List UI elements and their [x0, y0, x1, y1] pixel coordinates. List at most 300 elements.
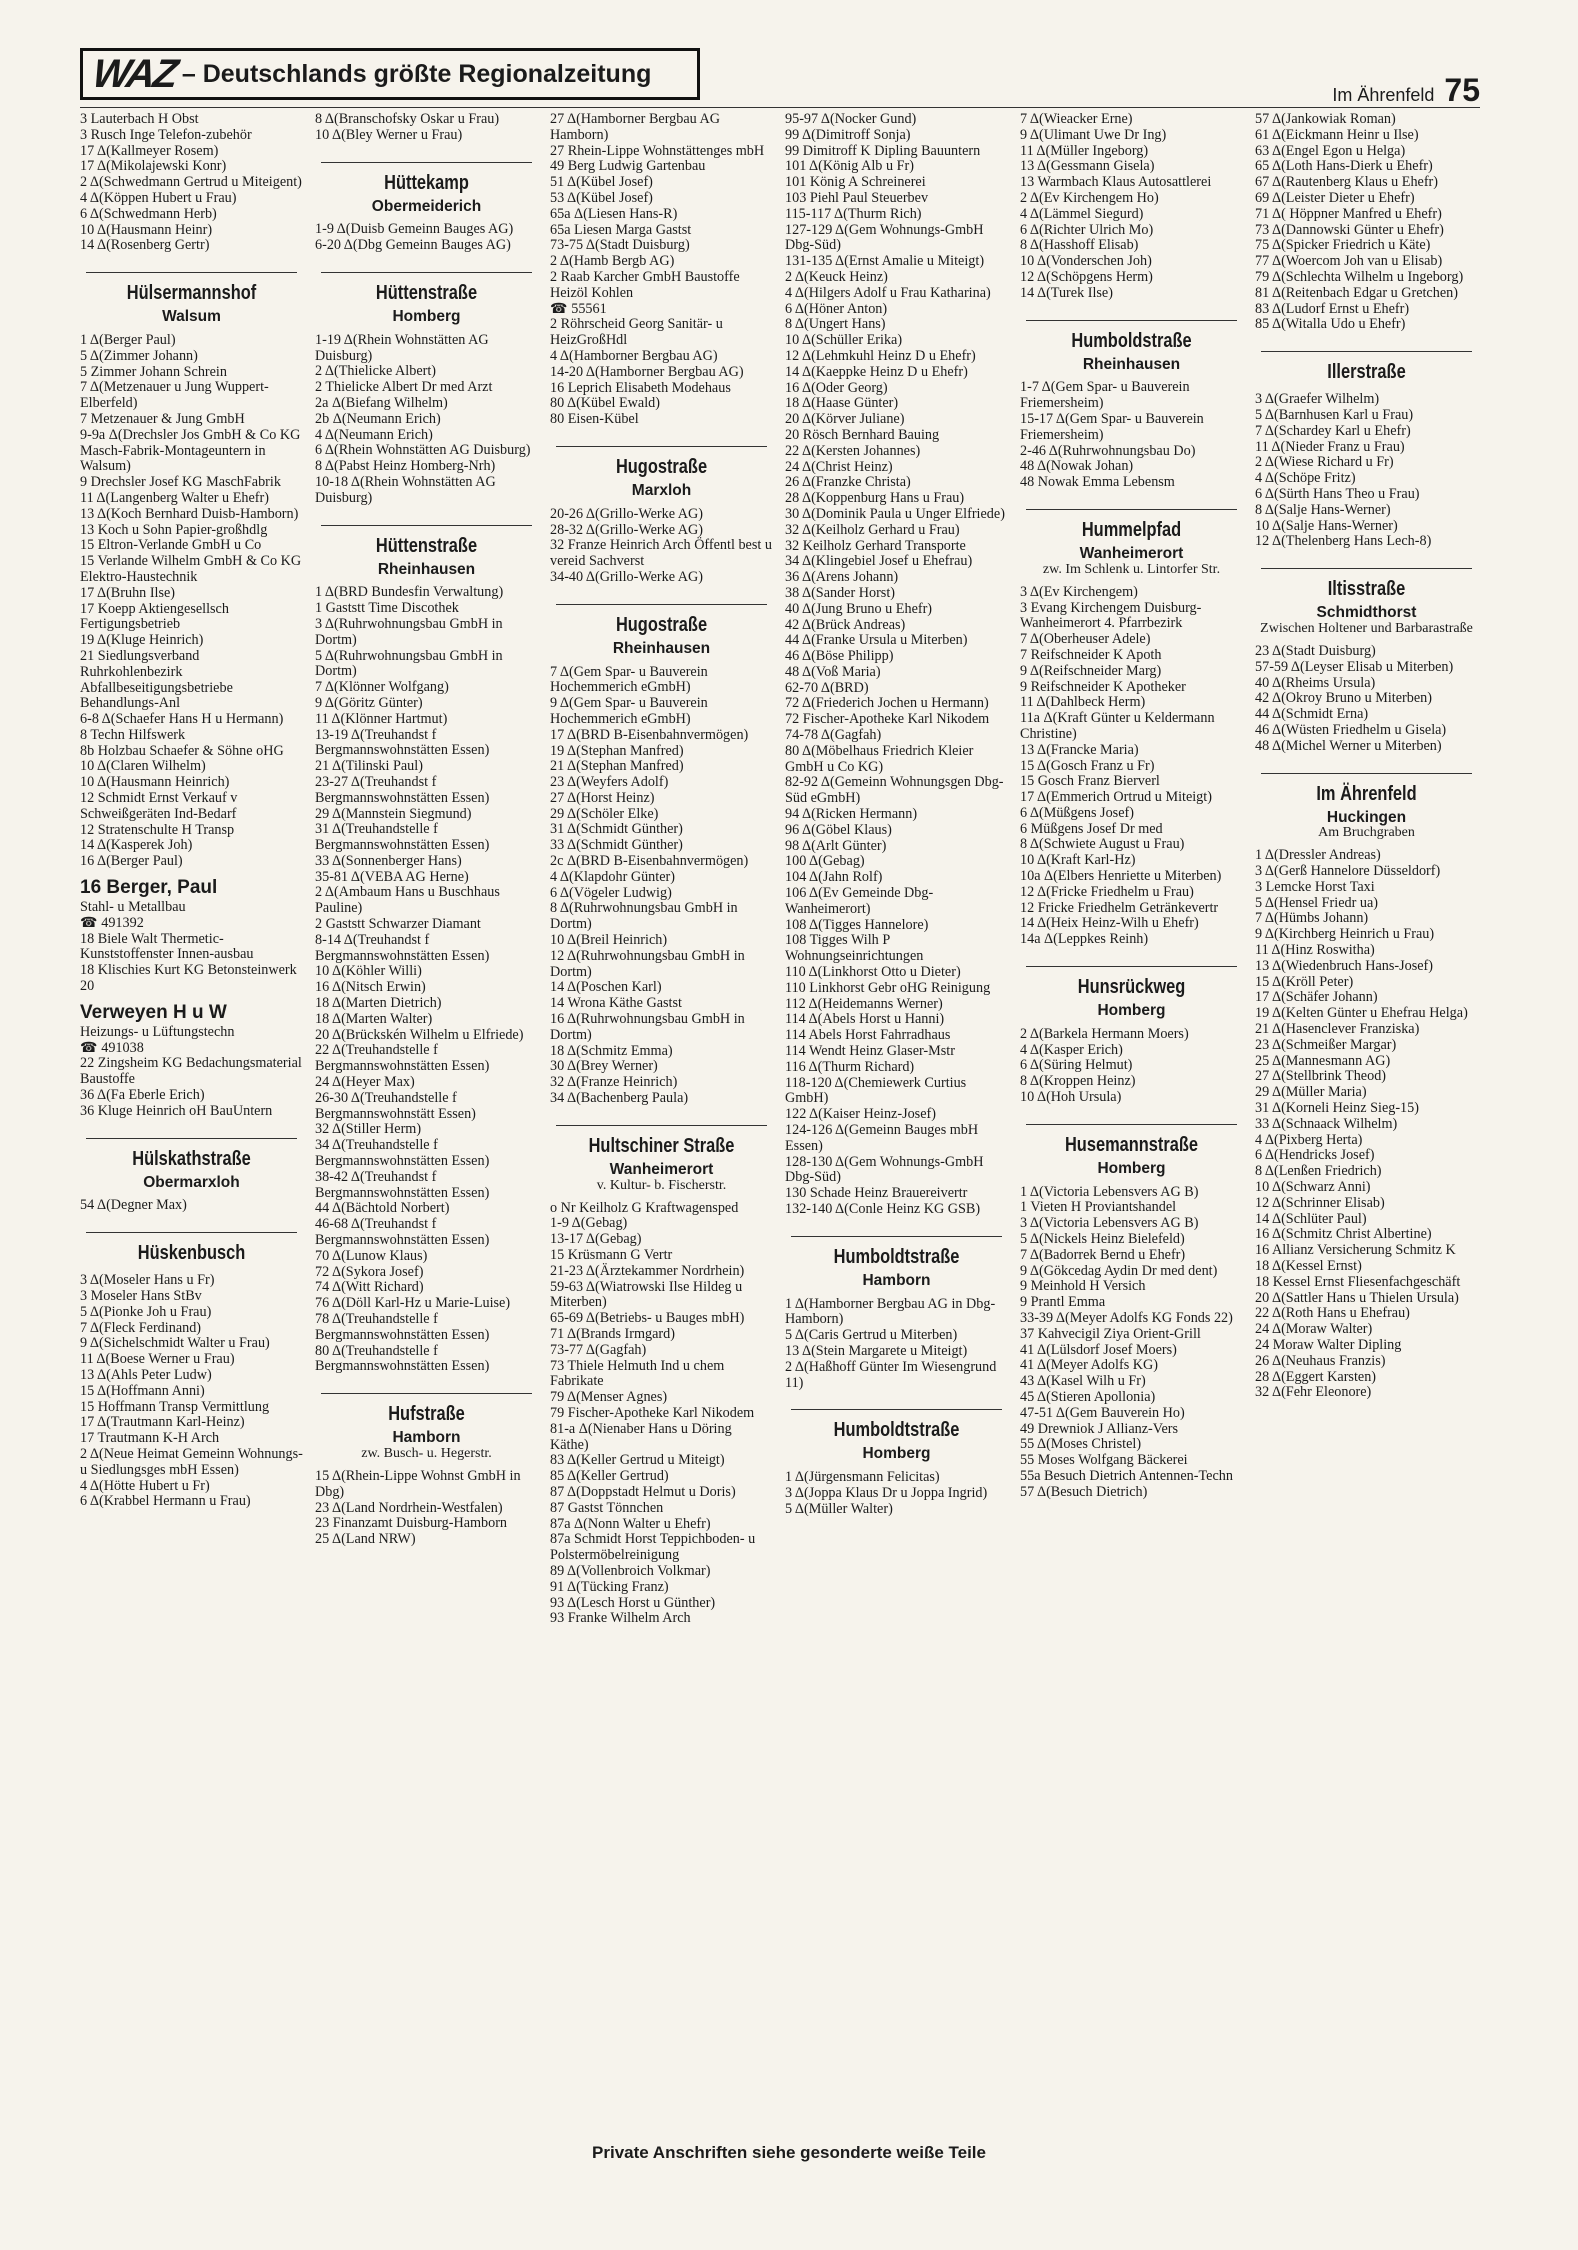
address-entry: 9 Δ(Gem Spar- u Bauverein Hochemmerich eGmbH) — [550, 695, 708, 727]
address-entry: 3 Δ(Graefer Wilhelm) — [1255, 391, 1380, 408]
address-entry: 20 Δ(Sattler Hans u Thielen Ursula) — [1255, 1289, 1459, 1306]
address-entry: 5 Δ(Pionke Joh u Frau) — [80, 1303, 212, 1320]
district-name: Huckingen — [1326, 808, 1407, 826]
address-entry: 6 Δ(Hendricks Josef) — [1255, 1147, 1375, 1164]
address-entry: 6 Δ(Höner Anton) — [785, 300, 888, 317]
address-entry: 36 Kluge Heinrich oH BauUntern — [80, 1102, 273, 1119]
address-entry: 26 Δ(Franzke Christa) — [785, 474, 911, 491]
street-section-header — [1255, 351, 1478, 384]
address-entry: 3 Rusch Inge Telefon-zubehör — [80, 126, 252, 143]
address-entry: 27 Δ(Stellbrink Theod) — [1255, 1068, 1387, 1085]
address-entry: 118-120 Δ(Chemiewerk Curtius GmbH) — [785, 1074, 967, 1107]
address-entry: 29 Δ(Mannstein Siegmund) — [315, 805, 472, 822]
address-entry: 19 Δ(Kluge Heinrich) — [80, 632, 204, 649]
address-entry: 10 Δ(Claren Wilhelm) — [80, 758, 206, 775]
address-entry: 29 Δ(Schöler Elke) — [550, 805, 659, 822]
address-entry: Heizungs- u Lüftungstechn — [80, 1023, 235, 1040]
address-entry: 46 Δ(Böse Philipp) — [785, 648, 894, 665]
address-entry: 7 Δ(Hümbs Johann) — [1255, 910, 1369, 927]
address-entry: 9 Prantl Emma — [1020, 1294, 1106, 1311]
district-name: Obermarxloh — [143, 1173, 240, 1191]
address-entry: 36 Δ(Arens Johann) — [785, 569, 899, 586]
address-entry: 7 Δ(Metzenauer u Jung Wuppert-Elberfeld) — [80, 379, 269, 412]
address-entry: 9 Reifschneider K Apotheker — [1020, 678, 1186, 695]
street-section-header — [785, 1236, 1008, 1289]
address-entry: 25 Δ(Land NRW) — [315, 1531, 416, 1548]
address-entry: 79 Fischer-Apotheke Karl Nikodem — [550, 1404, 755, 1421]
address-entry: 2 Gaststt Schwarzer Diamant — [315, 916, 481, 933]
address-entry: 4 Δ(Lämmel Siegurd) — [1020, 205, 1144, 222]
street-section-header — [80, 272, 303, 325]
address-entry: 73-75 Δ(Stadt Duisburg) — [550, 237, 690, 254]
address-entry: 11 Δ(Hinz Roswitha) — [1255, 942, 1375, 959]
address-entry: 65a Liesen Marga Gastst — [550, 221, 692, 238]
address-entry: 2 Δ(Barkela Hermann Moers) — [1020, 1025, 1189, 1042]
address-entry: 2 Röhrscheid Georg Sanitär- u HeizGroßHdl — [550, 316, 723, 349]
section-rule — [556, 604, 767, 605]
district-name: Marxloh — [631, 481, 692, 499]
street-name: Hugostraße — [615, 613, 708, 636]
address-entry: 22 Δ(Treuhandstelle f Bergmannswohnstätten Essen) — [315, 1042, 490, 1075]
address-entry: 9 Δ(Sichelschmidt Walter u Frau) — [80, 1335, 270, 1352]
address-entry: 10 Δ(Schwarz Anni) — [1255, 1179, 1371, 1196]
address-entry: 3 Moseler Hans StBv — [80, 1288, 202, 1305]
address-entry: 34 Δ(Klingebiel Josef u Ehefrau) — [785, 553, 973, 570]
address-entry: 1 Δ(Hamborner Bergbau AG in Dbg-Hamborn) — [785, 1295, 996, 1328]
address-entry: 8 Δ(Kroppen Heinz) — [1020, 1073, 1136, 1090]
directory-column — [76, 112, 311, 1627]
address-entry: 93 Franke Wilhelm Arch — [550, 1610, 691, 1627]
address-entry: 127-129 Δ(Gem Wohnungs-GmbH Dbg-Süd) — [785, 221, 984, 254]
address-entry: 69 Δ(Leister Dieter u Ehefr) — [1255, 189, 1415, 206]
address-entry: 3 Δ(Ev Kirchengem) — [1020, 583, 1138, 600]
address-entry: 80 Δ(Möbelhaus Friedrich Kleier GmbH u Co KG) — [785, 742, 974, 775]
district-name: Hamborn — [392, 1429, 461, 1447]
address-entry: 16 Δ(Schmitz Christ Albertine) — [1255, 1226, 1432, 1243]
address-entry: 40 Δ(Jung Bruno u Ehefr) — [785, 600, 933, 617]
address-entry: 5 Zimmer Johann Schrein — [80, 363, 227, 380]
section-rule — [791, 1409, 1002, 1410]
address-entry: 4 Δ(Hötte Hubert u Fr) — [80, 1477, 210, 1494]
street-name: Hultschiner Straße — [588, 1134, 735, 1157]
address-entry: 57 Δ(Jankowiak Roman) — [1255, 111, 1396, 127]
address-entry: 10 Δ(Köhler Willi) — [315, 963, 422, 980]
address-entry: 12 Δ(Ruhrwohnungsbau GmbH in Dortm) — [550, 947, 745, 980]
address-entry: 15 Δ(Gosch Franz u Fr) — [1020, 757, 1155, 774]
address-entry: 73-77 Δ(Gagfah) — [550, 1341, 647, 1358]
address-entry: 8 Δ(Hasshoff Elisab) — [1020, 237, 1139, 254]
address-entry: ☎ 491392 — [80, 914, 144, 931]
address-entry: 33 Δ(Schnaack Wilhelm) — [1255, 1115, 1398, 1132]
address-entry: 114 Abels Horst Fahrradhaus — [785, 1027, 951, 1044]
address-entry: 34 Δ(Bachenberg Paula) — [550, 1090, 689, 1107]
address-entry: 83 Δ(Keller Gertrud u Miteigt) — [550, 1452, 725, 1469]
address-entry: 104 Δ(Jahn Rolf) — [785, 869, 883, 886]
business-listing: Verweyen H u W — [80, 1001, 227, 1023]
address-entry: 1-7 Δ(Gem Spar- u Bauverein Friemersheim) — [1020, 379, 1190, 412]
address-entry: 13 Δ(Gessmann Gisela) — [1020, 158, 1155, 175]
address-entry: 81 Δ(Reitenbach Edgar u Gretchen) — [1255, 284, 1458, 301]
address-entry: 2b Δ(Neumann Erich) — [315, 410, 441, 427]
address-entry: Stahl- u Metallbau — [80, 899, 186, 916]
address-entry: 41 Δ(Meyer Adolfs KG) — [1020, 1357, 1158, 1374]
address-entry: 3 Lemcke Horst Taxi — [1255, 878, 1375, 895]
address-entry: 2 Δ(Keuck Heinz) — [785, 268, 888, 285]
address-entry: 80 Eisen-Kübel — [550, 411, 639, 428]
address-entry: 22 Δ(Roth Hans u Ehefrau) — [1255, 1305, 1410, 1322]
address-entry: 22 Δ(Kersten Johannes) — [785, 442, 921, 459]
street-name: Hüskenbusch — [137, 1242, 246, 1265]
directory-column — [1016, 112, 1251, 1627]
address-entry: 20 Rösch Bernhard Bauing — [785, 426, 940, 443]
address-entry: 51 Δ(Kübel Josef) — [550, 174, 653, 191]
address-entry: 65 Δ(Loth Hans-Dierk u Ehefr) — [1255, 158, 1433, 175]
address-entry: 4 Δ(Klapdohr Günter) — [550, 868, 675, 885]
address-entry: 15 Hoffmann Transp Vermittlung — [80, 1398, 270, 1415]
address-entry: 13 Δ(Koch Bernhard Duisb-Hamborn) — [80, 505, 299, 522]
address-entry: 17 Δ(BRD B-Eisenbahnvermögen) — [550, 726, 749, 743]
masthead — [80, 48, 700, 100]
address-entry: 6 Δ(Schwedmann Herb) — [80, 205, 217, 222]
address-entry: 34 Δ(Treuhandstelle f Bergmannswohnstätten Essen) — [315, 1137, 490, 1170]
address-entry: 10 Δ(Bley Werner u Frau) — [315, 126, 463, 143]
address-entry: 89 Δ(Vollenbroich Volkmar) — [550, 1562, 711, 1579]
district-name: Walsum — [162, 308, 221, 326]
address-entry: 3 Δ(Victoria Lebensvers AG B) — [1020, 1215, 1199, 1232]
address-entry: 14 Δ(Schlüter Paul) — [1255, 1210, 1367, 1227]
address-entry: 6 Δ(Vögeler Ludwig) — [550, 884, 672, 901]
street-section-header — [1255, 568, 1478, 636]
street-name: Hüttenstraße — [375, 281, 478, 304]
street-section-header — [550, 604, 773, 657]
address-entry: 1 Δ(Victoria Lebensvers AG B) — [1020, 1183, 1199, 1200]
address-entry: 1-9 Δ(Duisb Gemeinn Bauges AG) — [315, 221, 514, 238]
address-entry: 110 Δ(Linkhorst Otto u Dieter) — [785, 964, 961, 981]
address-entry: 108 Tigges Wilh P Wohnungseinrichtungen — [785, 932, 924, 965]
address-entry: 48 Δ(Voß Maria) — [785, 663, 881, 680]
address-entry: 87a Δ(Nonn Walter u Ehefr) — [550, 1515, 711, 1532]
page-header — [1332, 72, 1480, 109]
street-name: Hüttenstraße — [375, 534, 478, 557]
address-entry: 115-117 Δ(Thurm Rich) — [785, 205, 922, 222]
address-entry: 10 Δ(Kraft Karl-Hz) — [1020, 852, 1136, 869]
street-name: Hülskathstraße — [132, 1147, 251, 1170]
district-name: Rheinhausen — [612, 639, 711, 657]
address-entry: 14 Δ(Rosenberg Gertr) — [80, 237, 210, 254]
address-entry: 95-97 Δ(Nocker Gund) — [785, 111, 917, 127]
address-entry: 31 Δ(Korneli Heinz Sieg-15) — [1255, 1100, 1419, 1117]
section-rule — [556, 1125, 767, 1126]
address-entry: 23 Δ(Land Nordrhein-Westfalen) — [315, 1499, 503, 1516]
address-entry: 27 Rhein-Lippe Wohnstättenges mbH — [550, 142, 765, 159]
district-name: Rheinhausen — [377, 560, 476, 578]
address-entry: 11 Δ(Boese Werner u Frau) — [80, 1351, 235, 1368]
section-rule — [1026, 1124, 1237, 1125]
address-entry: 21 Δ(Stephan Manfred) — [550, 758, 684, 775]
address-entry: 4 Δ(Kasper Erich) — [1020, 1041, 1123, 1058]
street-name: Hunsrückweg — [1077, 976, 1186, 999]
address-entry: 18 Δ(Schmitz Emma) — [550, 1042, 673, 1059]
street-section-header — [550, 1125, 773, 1193]
address-entry: 4 Δ(Schöpe Fritz) — [1255, 470, 1356, 487]
address-entry: 24 Δ(Moraw Walter) — [1255, 1321, 1373, 1338]
district-name: Obermeiderich — [371, 197, 482, 215]
address-entry: 17 Koepp Aktiengesellsch Fertigungsbetrieb — [80, 600, 229, 633]
street-section-header — [80, 1232, 303, 1265]
address-entry: 72 Δ(Friederich Jochen u Hermann) — [785, 695, 989, 712]
address-entry: 15 Δ(Kröll Peter) — [1255, 973, 1354, 990]
street-extent: zw. Busch- u. Hegerstr. — [361, 1445, 492, 1461]
footer-note: Private Anschriften siehe gesonderte weiße Teile — [592, 2143, 986, 2162]
address-entry: 38 Δ(Sander Horst) — [785, 584, 895, 601]
address-entry: 6 Δ(Süring Helmut) — [1020, 1057, 1133, 1074]
address-entry: 7 Δ(Klönner Wolfgang) — [315, 679, 449, 696]
address-entry: 9 Drechsler Josef KG MaschFabrik — [80, 474, 281, 491]
address-entry: 21 Siedlungsverband Ruhrkohlenbezirk Abfallbeseitigungsbetriebe Behandlungs-Anl — [80, 647, 233, 712]
address-entry: 59-63 Δ(Wiatrowski Ilse Hildeg u Miterben) — [550, 1278, 743, 1311]
address-entry: 14-20 Δ(Hamborner Bergbau AG) — [550, 363, 744, 380]
address-entry: 45 Δ(Stieren Apollonia) — [1020, 1389, 1156, 1405]
address-entry: 30 Δ(Brey Werner) — [550, 1058, 658, 1075]
address-entry: 82-92 Δ(Gemeinn Wohnungsgen Dbg-Süd eGmbH) — [785, 774, 1004, 807]
address-entry: 55 Δ(Moses Christel) — [1020, 1436, 1142, 1453]
street-name: Illerstraße — [1327, 361, 1406, 384]
section-rule — [791, 1236, 1002, 1237]
address-entry: 23 Δ(Schmeißer Margar) — [1255, 1036, 1397, 1053]
address-entry: 99 Dimitroff K Dipling Bauuntern — [785, 142, 981, 159]
street-section-header — [785, 1409, 1008, 1462]
address-entry: 1 Δ(Berger Paul) — [80, 331, 176, 348]
address-entry: 44 Δ(Bächtold Norbert) — [315, 1200, 450, 1217]
directory-column — [311, 112, 546, 1627]
address-entry: 131-135 Δ(Ernst Amalie u Miteigt) — [785, 253, 985, 270]
address-entry: 12 Fricke Friedhelm Getränkevertr — [1020, 899, 1219, 916]
address-entry: 43 Δ(Kasel Wilh u Fr) — [1020, 1373, 1146, 1390]
address-entry: 12 Stratenschulte H Transp — [80, 821, 235, 838]
address-entry: 114 Δ(Abels Horst u Hanni) — [785, 1011, 945, 1028]
street-extent: v. Kultur- b. Fischerstr. — [596, 1177, 727, 1193]
address-entry: 18 Klischies Kurt KG Betonsteinwerk — [80, 962, 297, 979]
address-entry: 8-14 Δ(Treuhandst f Bergmannswohnstätten Essen) — [315, 931, 490, 964]
street-extent: zw. Im Schlenk u. Lintorfer Str. — [1042, 561, 1221, 577]
address-entry: ☎ 491038 — [80, 1039, 144, 1056]
address-entry: 32 Franze Heinrich Arch Öffentl best u vereid Sachverst — [550, 537, 772, 570]
address-entry: 2a Δ(Biefang Wilhelm) — [315, 394, 448, 411]
section-rule — [1261, 568, 1472, 569]
running-head-street: Im Ährenfeld — [1332, 85, 1435, 105]
address-entry: 31 Δ(Treuhandstelle f Bergmannswohnstätten Essen) — [315, 821, 490, 854]
address-entry: 17 Δ(Schäfer Johann) — [1255, 989, 1378, 1006]
address-entry: 11 Δ(Müller Ingeborg) — [1020, 142, 1149, 159]
address-entry: 14 Δ(Poschen Karl) — [550, 979, 662, 996]
section-rule — [1261, 773, 1472, 774]
address-entry: 53 Δ(Kübel Josef) — [550, 189, 653, 206]
address-entry: 94 Δ(Ricken Hermann) — [785, 806, 918, 823]
address-entry: 19 Δ(Kelten Günter u Ehefrau Helga) — [1255, 1005, 1468, 1022]
address-entry: 15 Δ(Hoffmann Anni) — [80, 1382, 205, 1399]
address-entry: 38-42 Δ(Treuhandst f Bergmannswohnstätten Essen) — [315, 1168, 490, 1201]
address-entry: 112 Δ(Heidemanns Werner) — [785, 995, 943, 1012]
address-entry: 85 Δ(Keller Gertrud) — [550, 1468, 669, 1485]
address-entry: o Nr Keilholz G Kraftwagensped — [550, 1199, 739, 1216]
section-rule — [86, 272, 297, 273]
address-entry: 23-27 Δ(Treuhandst f Bergmannswohnstätten Essen) — [315, 773, 490, 806]
address-entry: 4 Δ(Hamborner Bergbau AG) — [550, 347, 718, 364]
address-entry: 2 Δ(Ambaum Hans u Buschhaus Pauline) — [315, 884, 500, 917]
address-entry: 44 Δ(Schmidt Erna) — [1255, 706, 1369, 723]
address-entry: 14 Δ(Turek Ilse) — [1020, 284, 1113, 301]
address-entry: 18 Δ(Haase Günter) — [785, 395, 899, 412]
address-entry: 6 Müßgens Josef Dr med — [1020, 820, 1163, 837]
address-entry: 71 Δ( Höppner Manfred u Ehefr) — [1255, 205, 1442, 222]
address-entry: 1-19 Δ(Rhein Wohnstätten AG Duisburg) — [315, 331, 489, 364]
address-entry: 12 Δ(Thelenberg Hans Lech-8) — [1255, 533, 1432, 550]
address-entry: 20 — [80, 978, 95, 995]
address-entry: 17 Δ(Mikolajewski Konr) — [80, 158, 227, 175]
address-entry: 15 Krüsmann G Vertr — [550, 1247, 673, 1264]
address-entry: 12 Δ(Fricke Friedhelm u Frau) — [1020, 883, 1194, 900]
section-rule — [556, 446, 767, 447]
address-entry: 74 Δ(Witt Richard) — [315, 1279, 424, 1296]
street-section-header — [1020, 1124, 1243, 1177]
address-entry: 42 Δ(Brück Andreas) — [785, 616, 906, 633]
address-entry: 21-23 Δ(Ärztekammer Nordrhein) — [550, 1262, 745, 1279]
address-entry: 6-8 Δ(Schaefer Hans H u Hermann) — [80, 711, 284, 728]
address-entry: 14 Δ(Heix Heinz-Wilh u Ehefr) — [1020, 915, 1199, 932]
street-name: Hufstraße — [388, 1403, 465, 1426]
street-section-header — [315, 525, 538, 578]
address-entry: 61 Δ(Eickmann Heinr u Ilse) — [1255, 126, 1419, 143]
street-section-header — [1020, 509, 1243, 577]
address-entry: 23 Δ(Weyfers Adolf) — [550, 774, 669, 791]
address-entry: 49 Berg Ludwig Gartenbau — [550, 158, 706, 175]
section-rule — [321, 162, 532, 163]
address-entry: 63 Δ(Engel Egon u Helga) — [1255, 142, 1406, 159]
address-entry: 5 Δ(Hensel Friedr ua) — [1255, 894, 1378, 911]
address-entry: 28 Δ(Eggert Karsten) — [1255, 1368, 1377, 1385]
district-name: Homberg — [1097, 1002, 1166, 1020]
district-name: Wanheimerort — [1079, 544, 1184, 562]
address-entry: 2 Δ(Schwedmann Gertrud u Miteigent) — [80, 174, 302, 191]
address-entry: 48 Nowak Emma Lebensm — [1020, 474, 1175, 491]
street-section-header — [550, 446, 773, 499]
address-entry: 1 Δ(Dressler Andreas) — [1255, 847, 1381, 864]
address-entry: 10 Δ(Salje Hans-Werner) — [1255, 517, 1398, 534]
address-entry: 5 Δ(Ruhrwohnungsbau GmbH in Dortm) — [315, 647, 503, 680]
section-rule — [1026, 509, 1237, 510]
address-entry: 18 Δ(Marten Dietrich) — [315, 995, 442, 1012]
address-entry: 124-126 Δ(Gemeinn Bauges mbH Essen) — [785, 1122, 979, 1154]
address-entry: 3 Lauterbach H Obst — [80, 111, 199, 127]
street-name: Humboldtstraße — [833, 1419, 960, 1442]
address-entry: 13 Koch u Sohn Papier-großhdlg — [80, 521, 268, 538]
directory-column — [781, 112, 1016, 1627]
address-entry: 1 Δ(Jürgensmann Felicitas) — [785, 1469, 940, 1486]
address-entry: 8 Δ(Pabst Heinz Homberg-Nrh) — [315, 458, 496, 475]
address-entry: 12 Schmidt Ernst Verkauf v Schweißgeräten Ind-Bedarf — [80, 790, 238, 822]
address-entry: 101 König A Schreinerei — [785, 174, 926, 191]
address-entry: 12 Δ(Schöpgens Herm) — [1020, 268, 1153, 285]
address-entry: 2 Δ(Neue Heimat Gemeinn Wohnungs- u Siedlungsges mbH Essen) — [80, 1445, 303, 1478]
address-entry: 4 Δ(Neumann Erich) — [315, 426, 433, 443]
address-entry: 18 Biele Walt Thermetic-Kunststoffenster Innen-ausbau — [80, 930, 254, 963]
address-entry: 8 Δ(Schwiete August u Frau) — [1020, 836, 1185, 853]
address-entry: 128-130 Δ(Gem Wohnungs-GmbH Dbg-Süd) — [785, 1153, 984, 1186]
address-entry: 16 Δ(Ruhrwohnungsbau GmbH in Dortm) — [550, 1011, 745, 1043]
address-entry: 130 Schade Heinz Brauereivertr — [785, 1185, 968, 1202]
street-extent: Am Bruchgraben — [1318, 825, 1415, 841]
address-entry: 72 Fischer-Apotheke Karl Nikodem — [785, 711, 990, 728]
address-entry: 71 Δ(Brands Irmgard) — [550, 1326, 675, 1342]
district-name: Rheinhausen — [1082, 355, 1181, 373]
address-entry: 34-40 Δ(Grillo-Werke AG) — [550, 568, 703, 585]
address-entry: 13 Δ(Wiedenbruch Hans-Josef) — [1255, 957, 1433, 974]
address-entry: 3 Δ(Gerß Hannelore Düsseldorf) — [1255, 863, 1441, 880]
address-entry: 77 Δ(Woercom Joh van u Elisab) — [1255, 253, 1443, 270]
address-entry: 116 Δ(Thurm Richard) — [785, 1058, 915, 1075]
address-entry: 23 Finanzamt Duisburg-Hamborn — [315, 1515, 508, 1532]
address-entry: 2 Δ(Ev Kirchengem Ho) — [1020, 189, 1159, 206]
street-extent: Zwischen Holtener und Barbarastraße — [1260, 620, 1473, 636]
directory-column — [546, 112, 781, 1627]
address-entry: 32 Keilholz Gerhard Transporte — [785, 537, 966, 554]
address-entry: 73 Thiele Helmuth Ind u chem Fabrikate — [550, 1357, 725, 1390]
address-entry: 76 Δ(Döll Karl-Hz u Marie-Luise) — [315, 1295, 511, 1312]
address-entry: 12 Δ(Schrinner Elisab) — [1255, 1194, 1385, 1211]
address-entry: 15 Eltron-Verlande GmbH u Co — [80, 537, 262, 554]
header-rule — [80, 107, 1480, 108]
address-entry: 67 Δ(Rautenberg Klaus u Ehefr) — [1255, 174, 1439, 191]
address-entry: 9 Δ(Ulimant Uwe Dr Ing) — [1020, 126, 1167, 143]
address-entry: 6 Δ(Richter Ulrich Mo) — [1020, 221, 1154, 238]
address-entry: 7 Metzenauer & Jung GmbH — [80, 410, 245, 427]
address-entry: 3 Δ(Moseler Hans u Fr) — [80, 1272, 215, 1289]
address-entry: 46-68 Δ(Treuhandst f Bergmannswohnstätten Essen) — [315, 1216, 490, 1249]
address-entry: 57-59 Δ(Leyser Elisab u Miterben) — [1255, 658, 1454, 675]
section-rule — [1026, 320, 1237, 321]
address-entry: 1 Vieten H Proviantshandel — [1020, 1199, 1177, 1216]
address-entry: 16 Leprich Elisabeth Modehaus — [550, 379, 731, 396]
address-entry: 7 Δ(Oberheuser Adele) — [1020, 631, 1151, 648]
address-entry: 18 Δ(Kessel Ernst) — [1255, 1258, 1362, 1275]
address-entry: 23 Δ(Stadt Duisburg) — [1255, 642, 1376, 659]
street-name: Hüttekamp — [384, 171, 469, 194]
address-entry: 24 Δ(Heyer Max) — [315, 1074, 415, 1091]
address-entry: 108 Δ(Tigges Hannelore) — [785, 916, 929, 933]
address-entry: 83 Δ(Ludorf Ernst u Ehefr) — [1255, 300, 1410, 317]
address-entry: 22 Zingsheim KG Bedachungsmaterial Baustoffe — [80, 1055, 302, 1088]
address-entry: 16 Δ(Oder Georg) — [785, 379, 888, 396]
section-rule — [86, 1138, 297, 1139]
address-entry: 7 Δ(Schardey Karl u Ehefr) — [1255, 422, 1411, 439]
address-entry: 2c Δ(BRD B-Eisenbahnvermögen) — [550, 853, 749, 870]
address-entry: 24 Moraw Walter Dipling — [1255, 1337, 1402, 1353]
address-entry: 36 Δ(Fa Eberle Erich) — [80, 1087, 205, 1104]
address-entry: 6-20 Δ(Dbg Gemeinn Bauges AG) — [315, 237, 511, 254]
address-entry: 122 Δ(Kaiser Heinz-Josef) — [785, 1106, 936, 1123]
address-entry: 20 Δ(Körver Juliane) — [785, 411, 905, 428]
address-entry: 9 Δ(Kirchberg Heinrich u Frau) — [1255, 926, 1435, 943]
street-section-header — [80, 1138, 303, 1191]
address-entry: 4 Δ(Köppen Hubert u Frau) — [80, 189, 237, 206]
address-entry: 16 Δ(Nitsch Erwin) — [315, 979, 426, 996]
address-entry: 5 Δ(Barnhusen Karl u Frau) — [1255, 406, 1414, 423]
address-entry: 9 Δ(Gökcedag Aydin Dr med dent) — [1020, 1262, 1218, 1279]
address-entry: 32 Δ(Keilholz Gerhard u Frau) — [785, 521, 960, 538]
address-entry: 35-81 Δ(VEBA AG Herne) — [315, 868, 469, 885]
street-name: Iltisstraße — [1327, 578, 1406, 601]
address-entry: 78 Δ(Treuhandstelle f Bergmannswohnstätten Essen) — [315, 1311, 490, 1343]
